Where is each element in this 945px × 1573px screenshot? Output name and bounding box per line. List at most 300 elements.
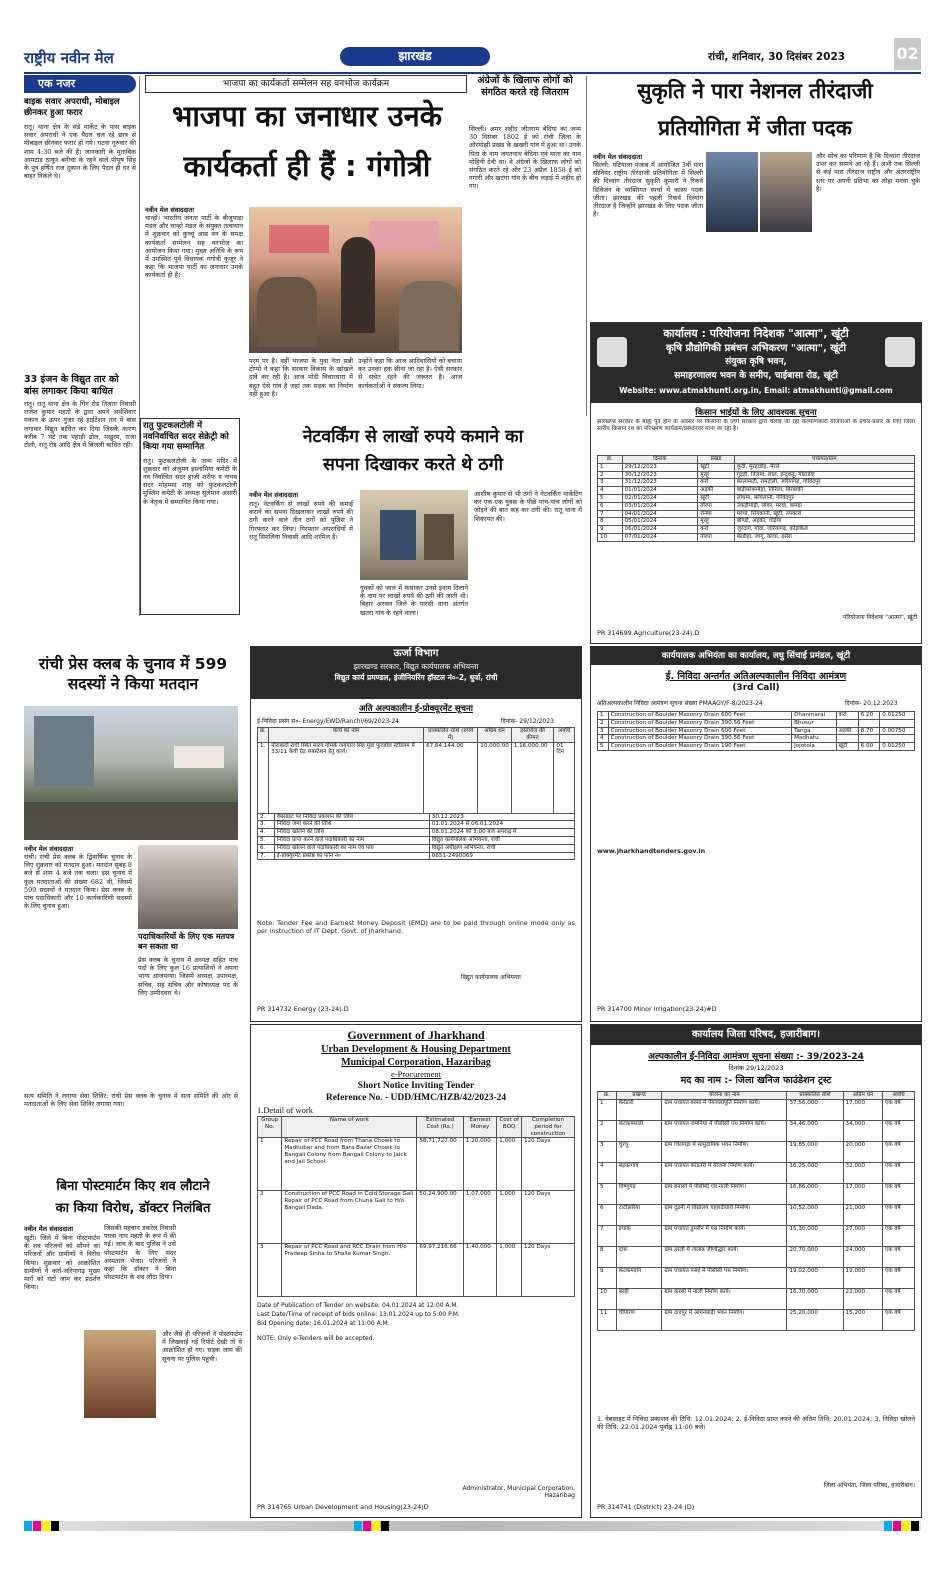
table-cell: 31/12/2023 — [622, 479, 698, 487]
table-header: दिनांक — [622, 456, 698, 464]
table-cell: कटकमदाग — [616, 1267, 662, 1288]
table-cell: 6.20 — [858, 712, 880, 720]
table-row — [598, 463, 915, 471]
table-cell: 0.01250 — [880, 743, 915, 751]
archery-body-2: और सोच का परिणाम है कि दिव्यांग तीरंदाज उभर कर सामने आ रहे हैं। अभी तक सिल्ली से कई पारा तीरंदाज राष्ट्रीय और अंतरराष्ट्रीय स्तर पर अपनी प्रतिभा का लोहा मनवा चुके हैं। — [816, 152, 920, 193]
postmortem-body-2: जिसकी पहचान डकरेल निवासी पारस नाथ महतो के रूप में की गई। जांच के बाद पुलिस ने उसे पोस्टमार्टम के लिए सदर अस्पताल भेजा। परिजनों ने कहा कि डॉक्टर ने बिना पोस्टमार्टम के शव लौटा दिया। — [104, 1224, 176, 1282]
table-cell: 1 — [258, 1138, 282, 1191]
table-row — [598, 510, 915, 518]
table-cell: 06/01/2024 — [622, 526, 698, 534]
table-cell: 7. — [258, 852, 275, 860]
table-cell: 120 Days — [522, 1191, 575, 1244]
table-cell: 8 — [598, 518, 623, 526]
table-cell: 1,000 — [497, 1244, 522, 1297]
table-cell: 7 — [598, 1225, 617, 1246]
zila-notice: अल्पकालीन ई-निविदा आमंत्रण सूचना संख्या :- 39/2023-24 — [648, 1052, 864, 1062]
table-cell: 34,46,000 — [787, 1120, 843, 1141]
jitram-headline: अंग्रेजों के खिलाफ लोगों को संगठित करते रहे जितराम — [477, 75, 573, 98]
table-cell: ग्राम करसो में नाली निर्माण कार्य। — [662, 1288, 787, 1309]
mi-table-wrap — [597, 711, 915, 751]
table-row — [258, 836, 575, 844]
table-cell: 04/01/2024 — [622, 510, 698, 518]
main-headline-2: कार्यकर्ता ही हैं : गंगोत्री — [183, 149, 431, 183]
table-row — [598, 1099, 915, 1120]
ek-nazar-label: एक नजर — [24, 75, 136, 93]
table-cell: 11 — [598, 1309, 617, 1330]
table-cell: एक वर्ष — [883, 1288, 915, 1309]
urja-dates-table — [257, 813, 575, 861]
archery-photo-2 — [760, 152, 812, 232]
column-divider — [586, 76, 587, 416]
zila-mad: मद का नाम :- जिला खनिज फाउंडेशन ट्रस्ट — [680, 1075, 832, 1086]
hz-notice: Short Notice Inviting Tender — [357, 1081, 475, 1091]
zila-date: दिनांक 29/12/2023 — [728, 1064, 784, 1072]
table-cell: एक वर्ष — [883, 1099, 915, 1120]
ratu-body: रातु। फुटकलटोली के जन्म मंदिर में शुक्रवार को अंजुमन इस्लामिया कमेटी के नव निर्वाचित सदर हाजी शरीफ व नायब सदर मोहम्मद शाह को फुटकलटोली मुस्लिम कमेटी के अध्यक्ष सुलेमान अंसारी के नेतृत्व में सम्मानित किया गया। — [143, 456, 237, 506]
table-cell: 17,000 — [843, 1099, 883, 1120]
atma-logo-icon — [885, 337, 915, 367]
table-cell: रनिया — [698, 510, 735, 518]
table-row — [598, 1204, 915, 1225]
table-cell: विद्युत कार्यपालक अभियन्ता, रांची — [429, 836, 574, 844]
table-cell: 2. — [258, 813, 275, 821]
table-cell: 5 — [598, 494, 623, 502]
zila-table — [597, 1091, 915, 1331]
table-row — [598, 1267, 915, 1288]
seva-shivir-body: सत्य समिति ने लगाया सेवा शिविर: रांची प्रेस क्लब के चुनाव में सत्य समिति की ओर से मतदाताओं के लिए सेवा शिविर लगाया गया। — [24, 1092, 238, 1109]
table-cell: 3 — [598, 479, 623, 487]
mi-ref: अतिअल्पकालीन निविदा आमंत्रण सूचना संख्या PMAAGY/F-8/2023-24 — [597, 700, 763, 707]
atma-signature: परियोजना निदेशक "आत्मा", खूंटी — [842, 614, 917, 621]
table-cell: 6.00 — [858, 743, 880, 751]
table-cell: 8 — [598, 1246, 617, 1267]
ratu-box — [140, 418, 240, 615]
table-header: अग्रिम धन — [478, 728, 511, 743]
main-body-1: चान्हो। भारतीय जनता पार्टी के बीजुपाड़ा मंडल और चान्हो मंडल के संयुक्त तत्वाधान में शुक्रवार को कुच्चू आम्र वन के समक्ष कार्यकर्ता सम्मेलन सह वनभोज का आयोजन किया गया। मुख्य अतिथि के रूप में उपस्थित पूर्व विधायक गंगोत्री कुजूर ने कहा कि भाजपा पार्टी का जनाधार उनके कार्यकर्ता ही हैं। — [145, 214, 243, 280]
table-cell: 0.01250 — [880, 712, 915, 720]
table-cell: 6. — [258, 844, 275, 852]
table-row — [598, 1309, 915, 1330]
table-cell: कर्रा — [698, 479, 735, 487]
table-cell: 20,000 — [843, 1141, 883, 1162]
table-row — [598, 712, 915, 720]
atma-schedule-table — [597, 455, 915, 542]
table-cell — [858, 735, 880, 743]
table-cell: 0651-2490069 — [429, 852, 574, 860]
table-cell: कूदी, मुरहाडीह, मेरले — [734, 463, 914, 471]
table-row — [258, 852, 575, 860]
networking-body-2: युवकों को जाल में फंसाकर उनसे इनाम दिलाने के नाम पर लाखों रुपये की ठगी की जाती थी। बिहार अरवल जिले के पारसी थाना अंतर्गत खतरा गांव के रहने वाला। — [360, 584, 468, 617]
table-header: प्रखण्ड — [616, 1092, 662, 1100]
table-cell: 16,70,000 — [787, 1288, 843, 1309]
urja-ad — [250, 646, 582, 1022]
registration-swatch — [884, 1521, 892, 1531]
table-cell: इचाक — [616, 1225, 662, 1246]
table-cell: 1,07,000 — [463, 1191, 496, 1244]
table-cell: ग्राम दुडमी में विद्यालय चहारदीवारी निर्माण। — [662, 1204, 787, 1225]
table-cell: कर्रा — [698, 526, 735, 534]
table-cell: 1,000 — [497, 1191, 522, 1244]
table-cell: खूंटी — [698, 494, 735, 502]
hz-type: e-Procurement — [390, 1069, 442, 1079]
table-header: Estimated Cost (Rs.) — [417, 1117, 464, 1138]
hz-ref: Reference No. - UDD/HMC/HZB/42/2023-24 — [325, 1093, 507, 1103]
main-body-2: परम पर है। वहीं भाजपा के युवा नेता सन्नी टोप्पो ने कहा कि सरकार विकास के खोखले दावे कर रही है। आज मोदी विचारधारा में बहुत ऐसे गांव है जहां तक सड़क का निर्माण नहीं हुआ है। — [249, 357, 353, 398]
table-cell: 9 — [598, 1267, 617, 1288]
registration-swatch — [902, 1521, 910, 1531]
mi-title: कार्यपालक अभियंता का कार्यालय, लघु सिंचाई प्रमंडल, खूंटी — [661, 651, 851, 661]
table-cell — [836, 719, 858, 727]
table-cell: 32,000 — [843, 1162, 883, 1183]
table-cell: 4 — [598, 487, 623, 495]
table-cell: Construction of Boulder Masonry Drain 390.56 Feet — [608, 719, 792, 727]
table-cell: 6 — [598, 502, 623, 510]
urja-sub1: झारखण्ड सरकार, विद्युत कार्यपालक अभियन्ता — [353, 662, 479, 671]
table-cell: 07/01/2024 — [622, 533, 698, 541]
table-cell: 3 — [598, 727, 609, 735]
table-cell: एक वर्ष — [883, 1120, 915, 1141]
ratu-headline: रातु फुटकलटोली में नवनिर्वाचित सदर सेक्रेट्री को किया गया सम्मानित — [143, 421, 229, 452]
table-cell: 5. — [258, 836, 275, 844]
ek-nazar-story1-body: रातू। थाना क्षेत्र के संडे मार्केट के पास बाइक सवार अपराधी ने एक पैदल चल रहे छात्र से मोबाइल छीनकर फरार हो गये। घटना गुरुवार की शाम 4:30 बजे की है। जानकारी के मुताबिक आमटांड़ ठाकुर बगीचा के रहने वाले पीयूष सिंह के पुत्र हर्षित राज दुकान के लिए पैदल ही घर से बाहर निकले थे। — [24, 123, 136, 181]
table-cell: गुड़ही, तिलमा, लाल, इन्दुकट्टू, गोडाडीह — [734, 471, 914, 479]
table-header: अवधि — [883, 1092, 915, 1100]
hazaribag-ad — [250, 1024, 582, 1518]
table-cell: 17,000 — [843, 1183, 883, 1204]
hz-table — [257, 1116, 575, 1297]
table-cell: 10 — [598, 533, 623, 541]
table-cell: एक वर्ष — [883, 1225, 915, 1246]
table-cell: 05/01/2024 — [622, 518, 698, 526]
table-row — [258, 844, 575, 852]
postmortem-headline-1: बिना पोस्टमार्टम किए शव लौटाने — [56, 1179, 210, 1194]
press-side-headline: पदाधिकारियों के लिए एक मतपत्र बन सकता था — [138, 932, 235, 951]
table-cell: मुरहू — [698, 518, 735, 526]
atma-notice-title: किसान भाईयों के लिए आवश्यक सूचना — [695, 408, 817, 418]
mi-call: (3rd Call) — [732, 683, 780, 693]
table-cell: 08.01.2024 को 3:00 बजे अपराह्न में — [429, 829, 574, 837]
networking-byline: नवीन मेल संवाददाता — [249, 491, 298, 499]
table-cell: Dhanmarai — [792, 712, 836, 720]
table-cell: वेबसाइट पर निविदा प्रकाशन की तिथि — [274, 813, 429, 821]
registration-swatch — [911, 1521, 919, 1531]
table-cell: Construction of Boulder Masonry Drain 600 Feet — [608, 712, 792, 720]
table-header: क्र. — [598, 1092, 617, 1100]
urja-header — [251, 647, 581, 699]
table-header: अग्रिम धन — [843, 1092, 883, 1100]
press-club-body: रांची। रांची प्रेस क्लब के द्विवार्षिक चुनाव के लिए शुक्रवार को मतदान हुआ। मतदान सुबह 8 बजे से शाम 4 बजे तक चला। इस चुनाव में कुल मतदाताओं की संख्या 682 थी, जिसमें 599 सदस्यों ने मतदान किया। प्रेस क्लब के पांच पदाधिकारी और 10 कार्यकारिणी सदस्यों के लिए चुनाव हुआ। — [24, 853, 132, 911]
main-body-3: उन्होंने कहा कि आज आदिवासियों को बचाया कर उनका हक छीना जा रहा है। ऐसी सरकार से सचेत रहने की जरूरत है। आज कार्यकर्ताओं ने संकल्प लिया। — [358, 357, 462, 390]
table-cell: 120 Days — [522, 1244, 575, 1297]
table-cell: बरही — [616, 1288, 662, 1309]
table-cell: ई-प्रोक्यूरमेंट प्रकोष्ठ का फोन नं० — [274, 852, 429, 860]
ek-nazar-story1-head: बाइक सवार अपराधी, मोबाइल छीनकर हुआ फरार — [24, 97, 120, 118]
table-row — [598, 526, 915, 534]
table-cell: एक वर्ष — [883, 1162, 915, 1183]
section-pill — [340, 47, 490, 66]
table-cell: कालामाटी, रामटोली, जरियागढ़, गोविंदपुर — [734, 479, 914, 487]
table-cell: 02/01/2024 — [622, 494, 698, 502]
table-cell: 15,200 — [843, 1309, 883, 1330]
jitram-body: सिल्ली। अमर शहीद जीतराम बेदिया का जन्म 30 दिसंबर 1802 ई को रांची जिला के ओरमांझी प्रखंड के खखरी गांव में हुआ था। उनके पिता के नाम जगतनाथ बेदिया एवं माता का नाम मोहिनी देवी था। वे अंग्रेजों के खिलाफ लोगों को संगठित करते रहे और 23 अप्रैल 1858 ई को गगारी और खटंगा गांव के बीच लड़ाई में शहीद हो गए। — [469, 125, 581, 191]
hz-pr-number: PR 314765 Urban Development and Housing(23-24)D — [257, 1503, 429, 1511]
hz-dates: Date of Publication of Tender on website: 04.01.2024 at 12:00 A.M. Last Date/Time of receipt of bids online: 13.01.2024 up to 5:00 P.M. Bid Opening date: 16.01.2024 at 11:00 A.M. NOTE: Only e-Tenders will be accepted. — [257, 1302, 460, 1343]
table-cell: टाटीझरिया — [616, 1204, 662, 1225]
table-cell: चुरचू — [616, 1141, 662, 1162]
table-cell: 30/12/2023 — [622, 471, 698, 479]
atma-table — [597, 455, 915, 542]
atma-line4: समाहरणालय भवन के समीप, चाईबासा रोड, खूंटी — [674, 371, 838, 381]
table-cell: 5 — [598, 743, 609, 751]
table-cell: चौपारण — [616, 1309, 662, 1330]
urja-notice-title: अति अल्पकालीन ई-प्रोक्यूरमेंट सूचना — [359, 704, 473, 714]
networking-body-3: आशीष कुमार से भी ठगों ने नेटवर्किंग मार्केटिंग कर एक-एक युवक के पीछे पांच-पांच लोगों को जोड़ने की बात कह कर ठगी की। रातू थाना में शिकायत की। — [474, 490, 582, 523]
table-cell: लोधमा, कोयलानी, गोविंदपुर — [734, 494, 914, 502]
table-cell: 1,20,000 — [463, 1138, 496, 1191]
table-cell: केरेडारी — [616, 1099, 662, 1120]
urja-signer: विद्युत कार्यपालक अभियन्ता — [461, 974, 521, 981]
table-row — [258, 1191, 575, 1244]
table-cell: एक वर्ष — [883, 1267, 915, 1288]
urja-table-wrap — [257, 727, 575, 860]
table-row — [598, 1162, 915, 1183]
table-cell: निविदा जमा करने की तिथि — [274, 821, 429, 829]
table-header: पंचायत/ग्राम — [734, 456, 914, 464]
table-cell: 4 — [598, 735, 609, 743]
table-cell: एक वर्ष — [883, 1141, 915, 1162]
zila-dates: 1. वेबसाइट में निविदा प्रकाशन की तिथि: 12.01.2024; 2. ई-निविदा प्राप्त करने की अंतिम तिथि: 20.01.2024; 3. निविदा खोलने की तिथि: 22.01.2024 पूर्वाह्न 11:00 बजे। — [597, 1415, 915, 1432]
table-cell: 34,000 — [843, 1120, 883, 1141]
table-cell: 01/01/2024 — [622, 487, 698, 495]
table-cell: 29/12/2023 — [622, 463, 698, 471]
table-cell: ग्राम पंचायत कांडतरी में योजना निर्माण कार्य। — [662, 1162, 787, 1183]
urja-work: मोराबादी रांची स्थित मारंग गोमके जयपाल सिंह मुंडा फुटबॉल स्टेडियम में 33/11 केवी ग्रेड सबस्टेशन हेतु कार्य। — [269, 742, 424, 813]
table-cell: बड़कागांव — [616, 1162, 662, 1183]
table-cell: 30.12.2023 — [429, 813, 574, 821]
table-cell: Construction of Boulder Masonry Drain 190 Feet — [608, 743, 792, 751]
table-cell: Madhatu — [792, 735, 836, 743]
urja-title: ऊर्जा विभाग — [393, 648, 439, 659]
table-header: Group No. — [258, 1117, 282, 1138]
table-row — [598, 735, 915, 743]
table-cell: विष्णुगढ़ — [616, 1183, 662, 1204]
networking-photo — [360, 490, 468, 580]
table-cell: 19,000 — [843, 1267, 883, 1288]
main-headline-1: भाजपा का जनाधार उनके — [171, 99, 443, 133]
table-cell: 8.70 — [858, 727, 880, 735]
registration-swatch — [372, 1521, 380, 1531]
table-cell: निविदा खोलने वाले पदाधिकारी का नाम एवं पता — [274, 844, 429, 852]
table-row — [598, 727, 915, 735]
mi-header — [591, 647, 921, 665]
table-cell: Construction of PCC Road in Cold Storage Gali Repair of PCC Road from Chuna Gali to H/o Bangali Dada. — [282, 1191, 417, 1244]
table-cell: ग्राम पंचायत पसई में पीसीसी पथ निर्माण। — [662, 1267, 787, 1288]
ek-nazar-story2-head: 33 इंजन के विद्युत तार को बांस लगाकर किया बाधित — [24, 374, 119, 397]
table-cell: 16,86,000 — [787, 1183, 843, 1204]
table-cell: ग्राम पंचायत डुमरौन में पथ निर्माण कार्य। — [662, 1225, 787, 1246]
main-byline: नवीन मेल संवाददाता — [145, 206, 194, 214]
table-row — [258, 1138, 575, 1191]
urja-table — [257, 727, 575, 814]
table-header: Earnest Money — [463, 1117, 496, 1138]
table-row — [258, 813, 575, 821]
table-cell: 4. — [258, 829, 275, 837]
press-club-photo — [24, 706, 238, 840]
table-cell: 7 — [598, 510, 623, 518]
zila-pr-number: PR 314741 (District) 23-24 (D) — [597, 1503, 695, 1511]
hz-corp: Municipal Corporation, Hazaribag — [341, 1057, 491, 1068]
table-cell: एक वर्ष — [883, 1204, 915, 1225]
table-cell: Repair of PCC Road from Thana Chowk to Madhubar and from Bara Bazar Chowk to Bangali Colony from Bangali Colony to Jaick and Jail School. — [282, 1138, 417, 1191]
urja-note: Note: Tender Fee and Earnest Money Deposit (EMD) are to be paid through online mode only as per instruction of IT Dept. Govt. of Jharkhand. — [257, 919, 575, 936]
table-row — [598, 719, 915, 727]
table-cell: 4 — [598, 1162, 617, 1183]
archery-headline-2: प्रतियोगिता में जीता पदक — [658, 116, 852, 140]
masthead — [24, 44, 921, 74]
table-cell: दारू — [616, 1246, 662, 1267]
table-cell: एक वर्ष — [883, 1183, 915, 1204]
postmortem-headline-2: का किया विरोध, डॉक्टर निलंबित — [55, 1201, 211, 1216]
atma-line1: कार्यालय : परियोजना निदेशक "आत्मा", खूंटी — [663, 327, 849, 340]
table-cell: 1,000 — [497, 1138, 522, 1191]
table-cell: 69,97,216.66 — [417, 1244, 464, 1297]
table-row — [598, 502, 915, 510]
table-cell — [880, 719, 915, 727]
table-cell: 9 — [598, 526, 623, 534]
table-cell: Jojotola — [792, 743, 836, 751]
table-row — [598, 1183, 915, 1204]
table-cell: Repair of PCC Road and RCC Drain from H/o Pradeep Sinha to Shaila Kumar Singh. — [282, 1244, 417, 1297]
table-header: प्राक्कलित राशि — [787, 1092, 843, 1100]
table-cell: 3. — [258, 821, 275, 829]
table-cell: 20,70,000 — [787, 1246, 843, 1267]
table-cell: 2 — [258, 1191, 282, 1244]
table-row — [258, 821, 575, 829]
table-cell: 10,52,000 — [787, 1204, 843, 1225]
archery-byline: नवीन मेल संवाददाता — [593, 153, 642, 161]
table-cell: निविदा खोलने की तिथि — [274, 829, 429, 837]
table-cell: 01.01.2024 से 06.01.2024 — [429, 821, 574, 829]
table-cell — [858, 719, 880, 727]
atma-pr-number: PR 314699 Agriculture(23-24).D — [597, 629, 700, 637]
table-cell: 24,000 — [843, 1246, 883, 1267]
table-cell: 1,40,000 — [463, 1244, 496, 1297]
urja-date: दिनांक- 29/12/2023 — [501, 718, 554, 725]
table-cell: 27,000 — [843, 1225, 883, 1246]
table-cell: 2 — [598, 719, 609, 727]
hz-detail: 1.Detail of work — [257, 1105, 313, 1115]
table-cell: Construction of Boulder Masonry Drain 600 Feet — [608, 727, 792, 735]
zila-table-wrap — [597, 1091, 915, 1331]
table-row — [258, 1244, 575, 1297]
postmortem-byline: नवीन मेल संवाददाता — [24, 1225, 73, 1233]
table-header: Name of work — [282, 1117, 417, 1138]
table-header: प्राक्कलित राशि (रुपये में) — [424, 728, 478, 743]
table-cell: 2 — [598, 1120, 617, 1141]
table-row — [598, 1225, 915, 1246]
mi-table — [597, 711, 915, 751]
table-cell: 37,56,000 — [787, 1099, 843, 1120]
table-cell: खूंटी — [698, 463, 735, 471]
networking-headline-2: सपना दिखाकर करते थे ठगी — [323, 455, 503, 475]
hz-signer: Administrator, Municipal Corporation, Hazaribag — [462, 1485, 575, 1499]
networking-headline-1: नेटवर्किंग से लाखों रुपये कमाने का — [302, 427, 524, 447]
table-cell: 1 — [598, 463, 623, 471]
dateline: रांची, शनिवार, 30 दिसंबर 2023 — [708, 51, 846, 63]
table-cell: 1 — [598, 1099, 617, 1120]
table-cell: उकड़ीमाड़ी, लोवर, मरचा, कमड़ा — [734, 502, 914, 510]
table-cell: 21,000 — [843, 1204, 883, 1225]
table-cell: ग्राम चिलगड़ा में सामुदायिक भवन निर्माण। — [662, 1141, 787, 1162]
table-cell: Construction of Boulder Masonry Drain 390.56 Feet — [608, 735, 792, 743]
table-header: योजना का नाम — [662, 1092, 787, 1100]
table-cell: ग्राम पंचायत जमनिया में पीसीसी पथ निर्माण कार्य। — [662, 1120, 787, 1141]
table-row — [598, 1141, 915, 1162]
table-cell: 50,24,900.00 — [417, 1191, 464, 1244]
table-row — [598, 1288, 915, 1309]
table-cell: 1 — [598, 712, 609, 720]
table-cell: ग्राम हरली में तालाब जीर्णोद्धार कार्य। — [662, 1246, 787, 1267]
press-club-byline: नवीन मेल संवाददाता — [24, 845, 73, 853]
bjp-event-photo — [249, 207, 462, 353]
table-row — [598, 487, 915, 495]
table-row — [598, 1120, 915, 1141]
table-header: अवधि — [554, 728, 575, 743]
main-kicker: भाजपा का कार्यकर्ता सम्मेलन सह वनभोज कार्यक्रम — [145, 75, 467, 93]
atma-header — [591, 323, 921, 403]
press-side-body: प्रेस क्लब के चुनाव में अध्यक्ष सहित पांच पदों के लिए कुल 16 प्रत्याशियों ने अपना भाग्य आजमाया। जिसमें अध्यक्ष, उपाध्यक्ष, सचिव, सह सचिव और कोषाध्यक्ष पद के लिए उम्मीदवार थे। — [138, 956, 238, 997]
table-cell: 58,71,727.00 — [417, 1138, 464, 1191]
table-cell: 25,20,000 — [787, 1309, 843, 1330]
archery-photo-1 — [706, 152, 758, 232]
atma-line5: Website: www.atmakhunti.org.in, Email: atmakhunti@gmail.com — [619, 386, 893, 395]
registration-swatch — [51, 1521, 59, 1531]
table-row — [598, 743, 915, 751]
table-cell: बेरडीहा, जागू, कोचा, हसेरा — [734, 533, 914, 541]
table-cell: 5 — [598, 1183, 617, 1204]
table-cell: 03/01/2024 — [622, 502, 698, 510]
archery-headline-1: सुकृति ने पारा नेशनल तीरंदाजी — [637, 79, 873, 103]
table-cell: 120 Days — [522, 1138, 575, 1191]
table-header: Cost of BOQ — [497, 1117, 522, 1138]
registration-swatch — [893, 1521, 901, 1531]
zila-parishad-ad — [590, 1024, 922, 1518]
networking-body-1: रातू। नेटवर्किंग से लाखों रुपये की कमाई कराने का सपना दिखलाकर लाखों रुपये की ठगी करने वाले तीन ठगों को पुलिस ने गिरफ्तार कर लिया। गिरफ्तार अपराधियों में रातू सिमलिया निवासी आदि शामिल हैं। — [249, 500, 353, 541]
atma-notice-body: झारखण्ड सरकार के बाह्य पूर्व होने के अवसर पर किसानों के लिये सरकार द्वारा चलाई जा रही कल्याणकारी योजनाओं के प्रचार-प्रसार के लिए जिला स्तरीय किसान रथ का परिभ्रमण कार्यक्रम/प्रस्थानवर माना जा रहा है। — [597, 419, 915, 433]
table-cell: 19,85,000 — [787, 1141, 843, 1162]
table-cell: कर्रा — [836, 712, 858, 720]
table-cell: 22,000 — [843, 1288, 883, 1309]
atma-logo-icon — [597, 337, 627, 367]
table-cell: मरचा, सिंगकानी, खूंटी, तपकारा — [734, 510, 914, 518]
registration-swatch — [363, 1521, 371, 1531]
table-cell: 2 — [598, 471, 623, 479]
zila-header — [591, 1025, 921, 1045]
table-cell: अड़की — [698, 487, 735, 495]
table-cell: जुरदाग, गोवा, जरियागढ़, कोड़ाकेल — [734, 526, 914, 534]
mi-website[interactable]: www.jharkhandtenders.gov.in — [597, 847, 706, 855]
table-cell: कटकमसांडी — [616, 1120, 662, 1141]
table-cell: मुरहू — [698, 471, 735, 479]
table-cell — [880, 735, 915, 743]
archery-body-1: सिल्ली: पटियाला पंजाब में आयोजित 3वीं पारा सीनियर राष्ट्रीय तीरंदाजी प्रतियोगिता में सिल्ली की दिव्यांग तीरंदाज सुकृति कुमारी ने रिकर्व डिविजन के व्यक्तिगत स्पर्धा में कांस्य पदक जीता। झारखंड की पहली रिकर्व दिव्यांग तीरंदाज है जिन्होंने झारखंड के लिए पदक जीता है। — [593, 161, 703, 219]
table-row — [598, 494, 915, 502]
table-header: प्रखंड — [698, 456, 735, 464]
table-cell: Bhusur — [792, 719, 836, 727]
registration-swatch — [33, 1521, 41, 1531]
table-cell: बाड़ीकोकाबेड़ा, तिरिला, बिरबांकी — [734, 487, 914, 495]
table-cell: बोण्डो, अड़की, चोड़ेया — [734, 518, 914, 526]
